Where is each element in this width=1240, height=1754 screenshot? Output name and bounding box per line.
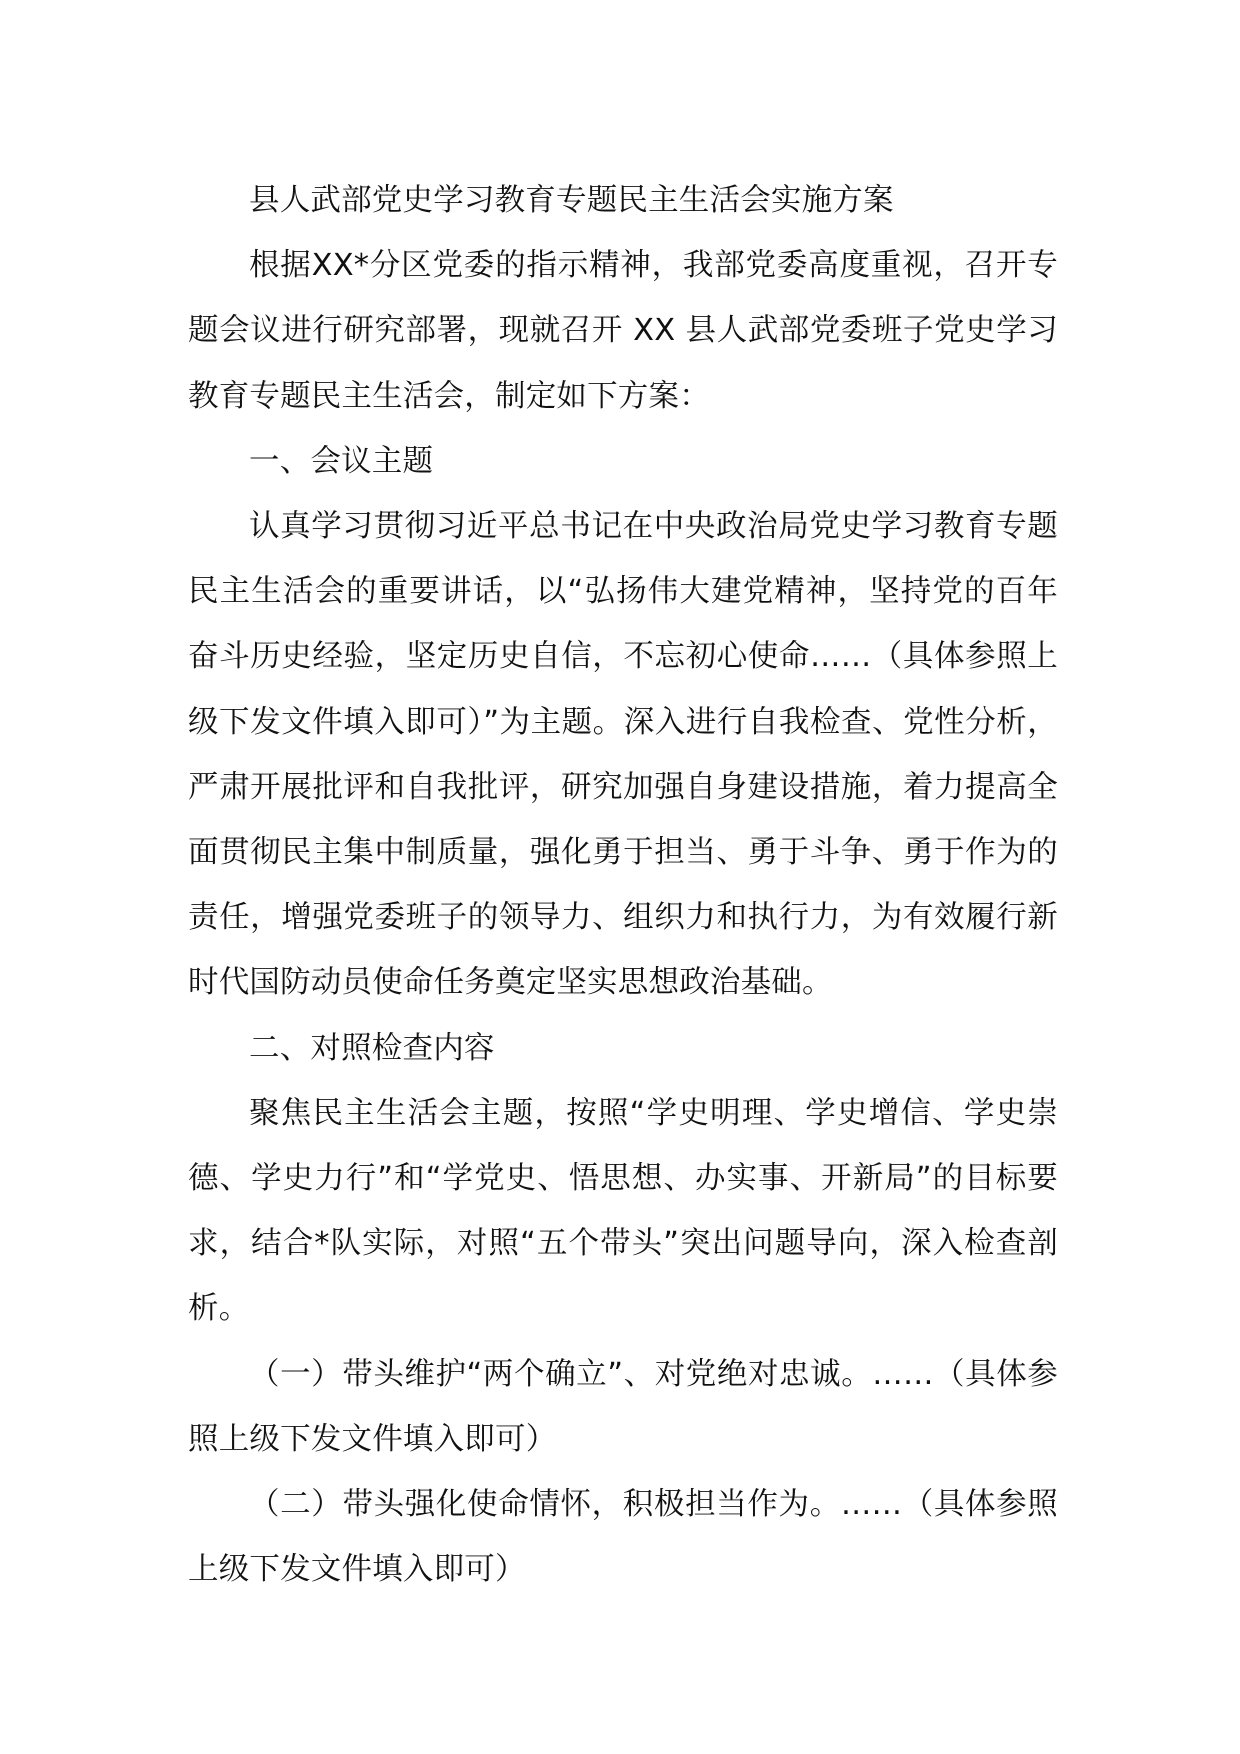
section-heading-meeting-theme: 一、会议主题 — [249, 443, 434, 479]
section-body-check-content: 聚焦民主生活会主题，按照“学史明理、学史增信、学史崇德、学史力行”和“学党史、悟思想、办实事、开新局”的目标要求，结合*队实际，对照“五个带头”突出问题导向，深入检查剖析。 — [188, 1095, 1058, 1327]
document-body — [188, 168, 1058, 1602]
intro-paragraph: 根据XX*分区党委的指示精神，我部党委高度重视，召开专题会议进行研究部署，现就召开 XX 县人武部党委班子党史学习教育专题民主生活会，制定如下方案： — [188, 248, 1058, 414]
document-title: 县人武部党史学习教育专题民主生活会实施方案 — [249, 183, 894, 218]
list-item-1: （一）带头维护“两个确立”、对党绝对忠诚。……（具体参照上级下发文件填入即可） — [188, 1356, 1058, 1457]
section-heading-check-content: 二、对照检查内容 — [249, 1030, 495, 1066]
list-item-2: （二）带头强化使命情怀，积极担当作为。……（具体参照上级下发文件填入即可） — [188, 1487, 1058, 1588]
section-body-meeting-theme: 认真学习贯彻习近平总书记在中央政治局党史学习教育专题民主生活会的重要讲话，以“弘扬伟大建党精神，坚持党的百年奋斗历史经验，坚定历史自信，不忘初心使命……（具体参照上级下发文件填入即可）”为主题。深入进行自我检查、党性分析，严肃开展批评和自我批评，研究加强自身建设措施，着力提高全面贯彻民主集中制质量，强化勇于担当、勇于斗争、勇于作为的责任，增强党委班子的领导力、组织力和执行力，为有效履行新时代国防动员使命任务奠定坚实思想政治基础。 — [188, 509, 1058, 1001]
